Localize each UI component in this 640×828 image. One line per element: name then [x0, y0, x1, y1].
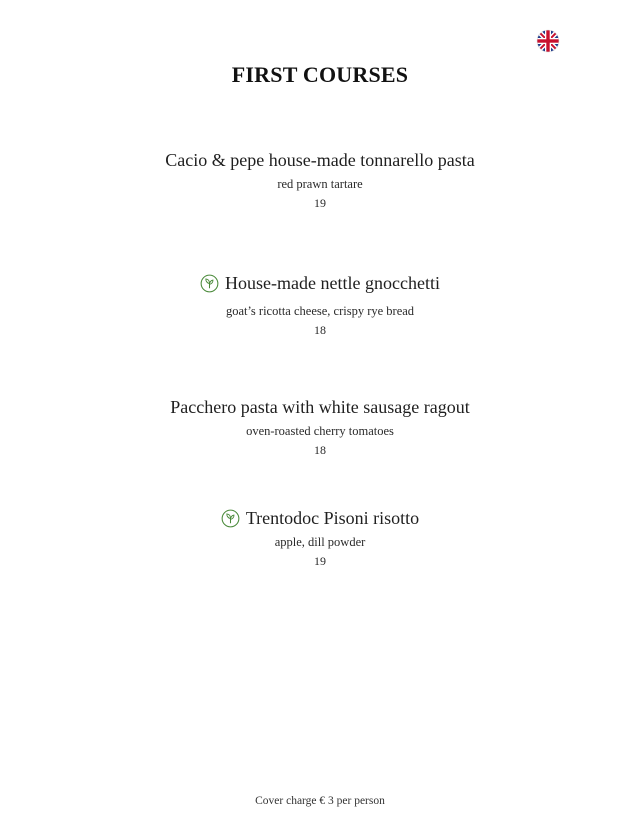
- menu-item-price: 18: [314, 323, 326, 337]
- menu-item-name: House-made nettle gnocchetti: [225, 273, 440, 293]
- uk-flag-icon: [536, 29, 560, 53]
- menu-item-price: 18: [314, 443, 326, 457]
- menu-item-name-row: [170, 397, 469, 418]
- menu-item-description: red prawn tartare: [277, 177, 363, 191]
- menu-item: [0, 508, 640, 569]
- language-switch-uk-flag-icon[interactable]: [536, 29, 560, 53]
- menu-item-price: 19: [314, 554, 326, 568]
- page-title: FIRST COURSES: [231, 62, 409, 87]
- menu-item-name: Trentodoc Pisoni risotto: [245, 508, 420, 528]
- menu-item-name-row: [221, 508, 419, 529]
- vegetarian-leaf-icon: [200, 274, 219, 293]
- vegetarian-leaf-icon: [221, 509, 240, 528]
- menu-item-name-row: [200, 273, 440, 294]
- menu-item: [0, 273, 640, 338]
- menu-item-description: apple, dill powder: [274, 535, 366, 549]
- menu-item-price: 19: [314, 196, 326, 210]
- menu-item: [0, 150, 640, 211]
- menu-item-name: Cacio & pepe house-made tonnarello pasta: [165, 150, 475, 170]
- menu-item-name: Pacchero pasta with white sausage ragout: [170, 397, 470, 417]
- menu-item-description: goat’s ricotta cheese, crispy rye bread: [225, 304, 415, 318]
- menu-item: [0, 397, 640, 458]
- menu-item-description: oven-roasted cherry tomatoes: [246, 424, 394, 438]
- menu-item-name-row: [165, 150, 474, 171]
- cover-charge-note: Cover charge € 3 per person: [255, 795, 385, 807]
